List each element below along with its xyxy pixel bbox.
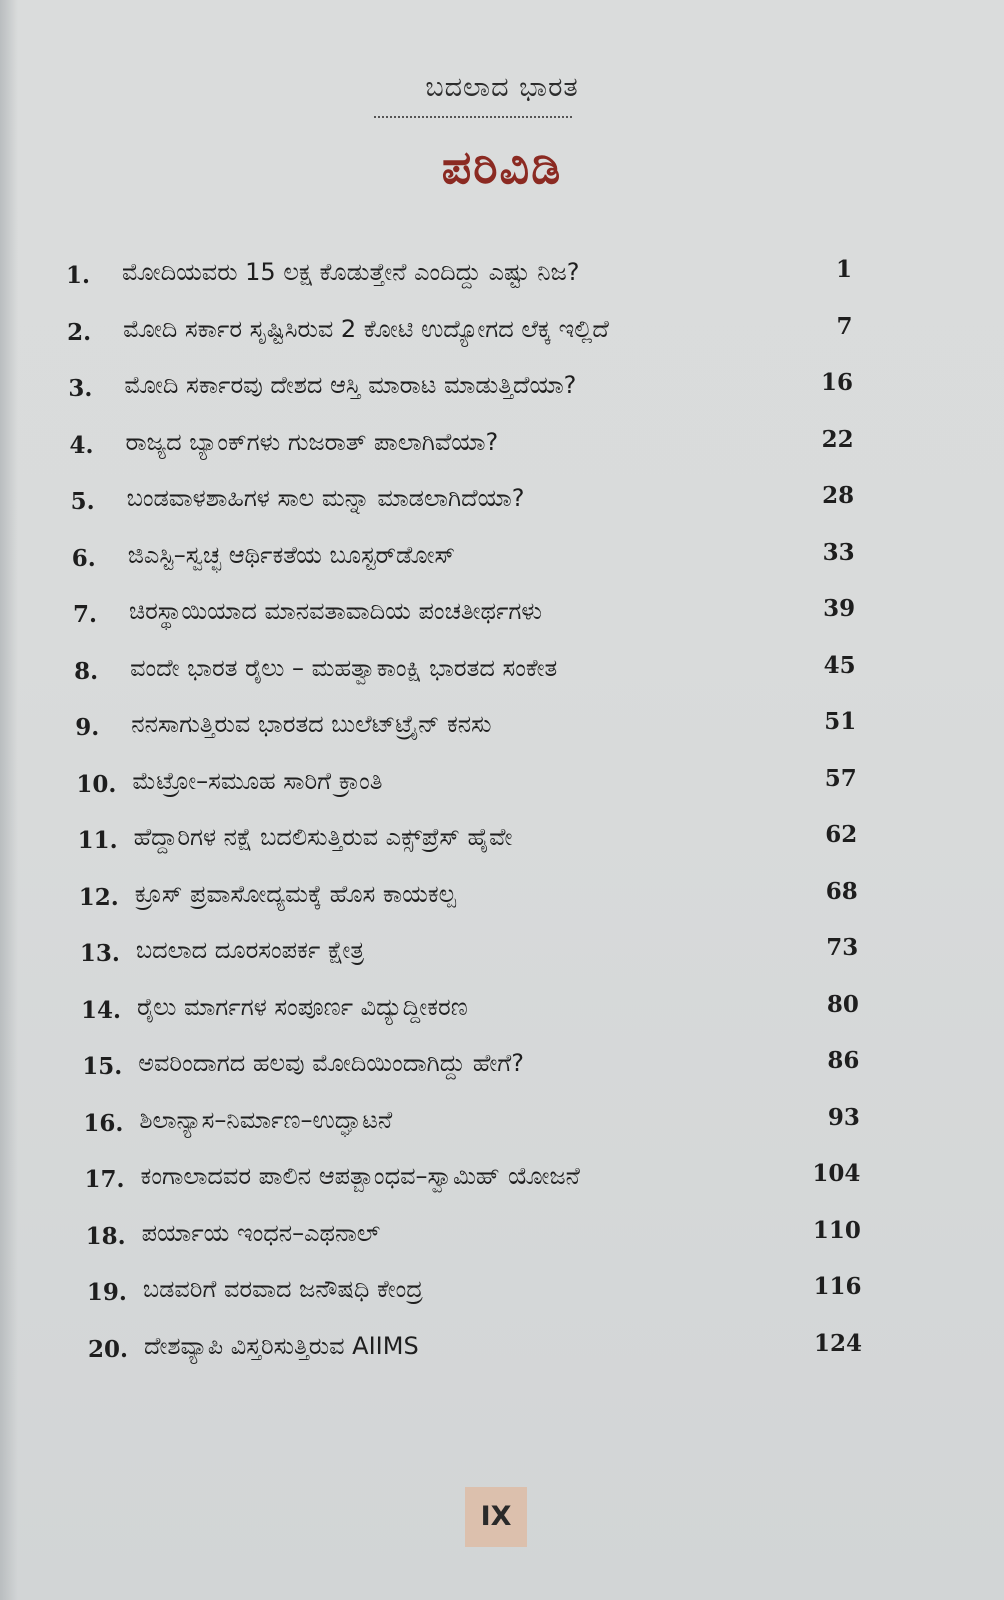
entry-page-number: 104: [812, 1160, 861, 1187]
entry-page-number: 86: [827, 1047, 860, 1074]
running-header: ಬದಲಾದ ಭಾರತ: [425, 72, 579, 103]
entry-number: 4.: [69, 431, 94, 459]
entry-page-number: 33: [822, 538, 855, 566]
entry-number: 17.: [84, 1166, 125, 1193]
entry-number: 16.: [83, 1109, 124, 1137]
entry-page-number: 39: [823, 595, 856, 622]
entry-number: 12.: [78, 883, 119, 911]
entry-title: ಬಂಡವಾಳಶಾಹಿಗಳ ಸಾಲ ಮನ್ನಾ ಮಾಡಲಾಗಿದೆಯಾ?: [126, 484, 525, 512]
entry-page-number: 22: [821, 425, 854, 453]
entry-page-number: 51: [824, 708, 857, 735]
entry-title: ಮೋದಿ ಸರ್ಕಾರವು ದೇಶದ ಆಸ್ತಿ ಮಾರಾಟ ಮಾಡುತ್ತಿದೆಯಾ?: [124, 371, 577, 399]
entry-number: 3.: [68, 375, 93, 402]
entry-page-number: 28: [822, 482, 855, 509]
toc-entry: [0, 365, 1004, 422]
toc-entry: [0, 478, 1004, 535]
entry-number: 19.: [86, 1279, 127, 1306]
toc-entry: [0, 874, 1004, 931]
toc-entry: [0, 309, 1004, 366]
entry-page-number: 7: [836, 312, 853, 340]
entry-page-number: 80: [826, 990, 859, 1018]
entry-page-number: 16: [821, 369, 854, 396]
entry-number: 15.: [82, 1053, 123, 1080]
toc-entry: [0, 1269, 1004, 1326]
entry-number: 5.: [70, 488, 95, 515]
entry-title: ನನಸಾಗುತ್ತಿರುವ ಭಾರತದ ಬುಲೆಟ್‌ಟ್ರೈನ್ ಕನಸು: [131, 710, 492, 738]
entry-page-number: 110: [812, 1216, 861, 1244]
toc-entry: [0, 1156, 1004, 1213]
entry-number: 13.: [79, 940, 120, 967]
toc-entry: [0, 1100, 1004, 1157]
entry-title: ಬದಲಾದ ದೂರಸಂಪರ್ಕ ಕ್ಷೇತ್ರ: [135, 936, 365, 964]
entry-page-number: 116: [813, 1273, 862, 1300]
entry-title: ಚಿರಸ್ಥಾಯಿಯಾದ ಮಾನವತಾವಾದಿಯ ಪಂಚತೀರ್ಥಗಳು: [128, 597, 543, 625]
toc-entry: [0, 704, 1004, 761]
entry-number: 6.: [71, 544, 96, 572]
entry-title: ರಾಜ್ಯದ ಬ್ಯಾಂಕ್‌ಗಳು ಗುಜರಾತ್ ಪಾಲಾಗಿವೆಯಾ?: [125, 427, 499, 456]
entry-page-number: 73: [826, 934, 859, 961]
entry-title: ಅವರಿಂದಾಗದ ಹಲವು ಮೋದಿಯಿಂದಾಗಿದ್ದು ಹೇಗೆ?: [138, 1049, 524, 1077]
entry-page-number: 124: [813, 1329, 862, 1357]
toc-entry: [0, 252, 1004, 309]
entry-title: ಕ್ರೂಸ್ ಪ್ರವಾಸೋದ್ಯಮಕ್ಕೆ ಹೊಸ ಕಾಯಕಲ್ಪ: [134, 879, 457, 908]
page-title: ಪರಿವಿಡಿ: [441, 140, 563, 194]
entry-title: ಜಿಎಸ್ಟಿ–ಸ್ವಚ್ಛ ಆರ್ಥಿಕತೆಯ ಬೂಸ್ಟರ್‌ಡೋಸ್: [127, 540, 456, 569]
toc-entry: [0, 987, 1004, 1044]
entry-page-number: 1: [835, 256, 852, 283]
entry-number: 20.: [88, 1335, 129, 1363]
toc-entry: [0, 422, 1004, 479]
toc-entry: [0, 591, 1004, 648]
entry-number: 18.: [85, 1222, 126, 1250]
toc-entry: [0, 930, 1004, 987]
entry-number: 8.: [74, 657, 99, 685]
entry-page-number: 57: [824, 764, 857, 792]
entry-title: ಪರ್ಯಾಯ ಇಂಧನ–ಎಥನಾಲ್: [141, 1218, 381, 1247]
entry-number: 11.: [77, 827, 118, 854]
entry-title: ಶಿಲಾನ್ಯಾಸ–ನಿರ್ಮಾಣ–ಉದ್ಘಾಟನೆ: [139, 1105, 393, 1134]
toc-entry: [0, 761, 1004, 818]
entry-number: 9.: [75, 714, 100, 741]
entry-title: ರೈಲು ಮಾರ್ಗಗಳ ಸಂಪೂರ್ಣ ವಿದ್ಯುದ್ದೀಕರಣ: [137, 992, 468, 1021]
entry-page-number: 62: [825, 821, 858, 848]
entry-title: ಮೆಟ್ರೋ–ಸಮೂಹ ಸಾರಿಗೆ ಕ್ರಾಂತಿ: [132, 766, 383, 795]
entry-title: ಮೋದಿಯವರು 15 ಲಕ್ಷ ಕೊಡುತ್ತೇನೆ ಎಂದಿದ್ದು ಎಷ್ಟು ನಿಜ?: [122, 258, 580, 286]
entry-title: ಹೆದ್ದಾರಿಗಳ ನಕ್ಷೆ ಬದಲಿಸುತ್ತಿರುವ ಎಕ್ಸ್‌ಪ್ರೆಸ್ ಹೈವೇ: [133, 823, 513, 851]
toc-entry: [0, 535, 1004, 592]
entry-title: ಕಂಗಾಲಾದವರ ಪಾಲಿನ ಆಪತ್ಬಾಂಧವ–ಸ್ವಾಮಿಹ್ ಯೋಜನೆ: [140, 1162, 580, 1190]
entry-page-number: 68: [825, 877, 858, 905]
page-folio: IX: [465, 1487, 527, 1547]
table-of-contents: [0, 252, 1004, 1382]
toc-entry: [0, 1043, 1004, 1100]
toc-entry: [0, 1213, 1004, 1270]
header-dotted-rule: [374, 116, 572, 118]
toc-entry: [0, 1326, 1004, 1383]
toc-entry: [0, 817, 1004, 874]
entry-title: ದೇಶವ್ಯಾಪಿ ವಿಸ್ತರಿಸುತ್ತಿರುವ AIIMS: [144, 1331, 419, 1360]
entry-number: 2.: [67, 318, 92, 346]
entry-page-number: 45: [823, 651, 856, 679]
toc-entry: [0, 648, 1004, 705]
entry-number: 14.: [81, 996, 122, 1024]
entry-page-number: 93: [827, 1103, 860, 1131]
entry-title: ಬಡವರಿಗೆ ವರವಾದ ಜನೌಷಧಿ ಕೇಂದ್ರ: [142, 1275, 423, 1303]
entry-title: ವಂದೇ ಭಾರತ ರೈಲು – ಮಹತ್ವಾಕಾಂಕ್ಷಿ ಭಾರತದ ಸಂಕೇತ: [130, 653, 558, 682]
entry-number: 1.: [66, 262, 91, 289]
entry-title: ಮೋದಿ ಸರ್ಕಾರ ಸೃಷ್ಟಿಸಿರುವ 2 ಕೋಟಿ ಉದ್ಯೋಗದ ಲೆಕ್ಕ ಇಲ್ಲಿದೆ: [123, 314, 609, 343]
entry-number: 7.: [72, 601, 97, 628]
entry-number: 10.: [76, 770, 117, 798]
